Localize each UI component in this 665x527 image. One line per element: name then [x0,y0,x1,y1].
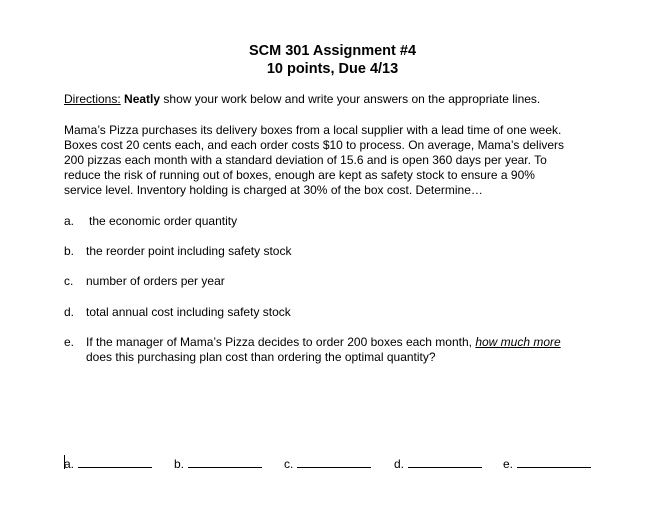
answer-blank[interactable] [517,456,591,468]
question-d [64,305,291,320]
answer-b[interactable] [174,456,262,472]
answer-d[interactable] [394,456,482,472]
directions-text: show your work below and write your answers on the appropriate lines. [160,92,541,106]
answer-a[interactable] [64,456,152,472]
question-text: the economic order quantity [89,214,238,228]
answer-label: c. [284,457,294,471]
question-b [64,244,291,259]
answer-c[interactable] [284,456,371,472]
answer-label: e. [503,457,514,471]
question-e [64,335,561,364]
answer-blank[interactable] [188,456,262,468]
question-emphasis: how much more [475,335,561,349]
problem-line: 200 pizzas each month with a standard deviation of 15.6 and is open 360 days per year. To [64,153,547,167]
answer-blank[interactable] [408,456,482,468]
answer-blank[interactable] [78,456,152,468]
problem-line: reduce the risk of running out of boxes, enough are kept as safety stock to ensure a 90% [64,168,535,182]
assignment-subtitle: 10 points, Due 4/13 [266,61,399,77]
question-letter: c. [64,274,74,288]
answer-label: a. [64,457,75,471]
directions-emphasis: Neatly [124,92,161,106]
question-letter: a. [64,214,75,228]
answer-e[interactable] [503,456,591,472]
question-c [64,274,225,289]
question-letter: e. [64,335,75,349]
answer-blank[interactable] [297,456,371,468]
question-text: the reorder point including safety stock [86,244,292,258]
question-letter: d. [64,305,75,319]
directions-line [64,92,540,107]
problem-paragraph [64,123,624,198]
answer-label: b. [174,457,185,471]
problem-line: Mama’s Pizza purchases its delivery boxes from a local supplier with a lead time of one week. [64,123,562,137]
question-text-continued: does this purchasing plan cost than ordering the optimal quantity? [86,350,436,364]
question-text: number of orders per year [86,274,225,288]
problem-line: Boxes cost 20 cents each, and each order costs $10 to process. On average, Mama’s delivers [64,138,565,152]
question-text: If the manager of Mama’s Pizza decides to order 200 boxes each month, [86,335,476,349]
answer-label: d. [394,457,405,471]
question-letter: b. [64,244,75,258]
directions-label: Directions: [64,92,121,106]
question-a [64,214,237,229]
question-text: total annual cost including safety stock [86,305,291,319]
problem-line: service level. Inventory holding is charged at 30% of the box cost. Determine… [64,183,483,197]
assignment-title: SCM 301 Assignment #4 [248,43,417,59]
